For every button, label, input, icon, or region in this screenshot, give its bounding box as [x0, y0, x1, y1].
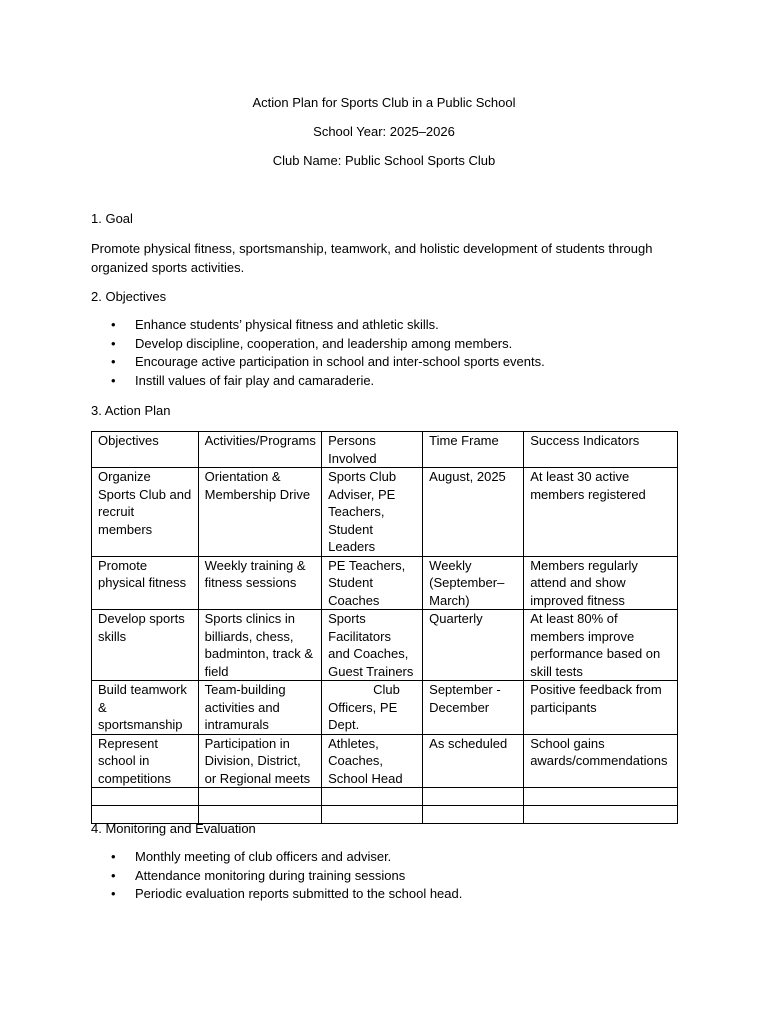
table-row — [92, 556, 678, 610]
list-item: • Enhance students’ physical fitness and athletic skills. — [91, 316, 691, 335]
table-cell — [92, 788, 199, 806]
table-row — [92, 734, 678, 788]
list-item: • Periodic evaluation reports submitted to the school head. — [91, 885, 691, 904]
table-cell: Participation in Division, District, or Regional meets — [198, 734, 321, 788]
table-cell: Quarterly — [423, 610, 524, 681]
table-cell — [524, 788, 678, 806]
column-header: Objectives — [92, 432, 199, 468]
table-cell: At least 80% of members improve performance based on skill tests — [524, 610, 678, 681]
list-item: • Encourage active participation in school and inter-school sports events. — [91, 353, 691, 372]
table-header-row — [92, 432, 678, 468]
table-cell: At least 30 active members registered — [524, 468, 678, 557]
table-cell: Sports clinics in billiards, chess, badminton, track & field — [198, 610, 321, 681]
column-header: Success Indicators — [524, 432, 678, 468]
list-item: • Monthly meeting of club officers and adviser. — [91, 848, 691, 867]
table-cell: Members regularly attend and show improved fitness — [524, 556, 678, 610]
table-cell: August, 2025 — [423, 468, 524, 557]
table-cell: Build teamwork & sportsmanship — [92, 681, 199, 735]
table-cell: Weekly (September–March) — [423, 556, 524, 610]
table-cell: As scheduled — [423, 734, 524, 788]
table-cell — [198, 788, 321, 806]
bullet-icon: • — [111, 335, 116, 351]
monitoring-heading: 4. Monitoring and Evaluation — [91, 821, 256, 836]
column-header: Persons Involved — [322, 432, 423, 468]
table-row-empty — [92, 788, 678, 806]
table-cell: PE Teachers, Student Coaches — [322, 556, 423, 610]
table-cell: Organize Sports Club and recruit members — [92, 468, 199, 557]
goal-text: Promote physical fitness, sportsmanship, teamwork, and holistic development of students through organized sports activities. — [91, 241, 653, 275]
objectives-list — [91, 316, 691, 390]
table-cell — [322, 788, 423, 806]
objectives-heading: 2. Objectives — [91, 289, 167, 304]
list-item: • Attendance monitoring during training sessions — [91, 867, 691, 886]
table-row — [92, 468, 678, 557]
table-cell — [423, 788, 524, 806]
table-row — [92, 681, 678, 735]
table-cell: Promote physical fitness — [92, 556, 199, 610]
table-cell: Sports Facilitators and Coaches, Guest Trainers — [322, 610, 423, 681]
table-cell: Represent school in competitions — [92, 734, 199, 788]
column-header: Time Frame — [423, 432, 524, 468]
table-cell: Club Officers, PE Dept. — [322, 681, 423, 735]
goal-heading: 1. Goal — [91, 211, 133, 226]
table-cell: Team-building activities and intramurals — [198, 681, 321, 735]
bullet-icon: • — [111, 867, 116, 883]
list-item: • Instill values of fair play and camaraderie. — [91, 372, 691, 391]
club-name: Club Name: Public School Sports Club — [272, 153, 496, 168]
document-title: Action Plan for Sports Club in a Public School — [252, 95, 516, 110]
table-row — [92, 610, 678, 681]
table-cell: September - December — [423, 681, 524, 735]
table-cell: Orientation & Membership Drive — [198, 468, 321, 557]
column-header: Activities/Programs — [198, 432, 321, 468]
bullet-icon: • — [111, 354, 116, 369]
list-item: • Develop discipline, cooperation, and leadership among members. — [91, 335, 691, 354]
table-cell: Develop sports skills — [92, 610, 199, 681]
table-cell: Weekly training & fitness sessions — [198, 556, 321, 610]
action-plan-heading: 3. Action Plan — [91, 403, 171, 418]
table-cell: Athletes, Coaches, School Head — [322, 734, 423, 788]
table-cell: Sports Club Adviser, PE Teachers, Student Leaders — [322, 468, 423, 557]
table-cell: Positive feedback from participants — [524, 681, 678, 735]
school-year: School Year: 2025–2026 — [313, 124, 455, 139]
monitoring-list — [91, 848, 691, 904]
action-plan-table — [91, 431, 678, 824]
table-cell: School gains awards/commendations — [524, 734, 678, 788]
bullet-icon: • — [111, 372, 116, 388]
bullet-icon: • — [111, 849, 116, 864]
bullet-icon: • — [111, 317, 116, 332]
bullet-icon: • — [111, 886, 116, 901]
